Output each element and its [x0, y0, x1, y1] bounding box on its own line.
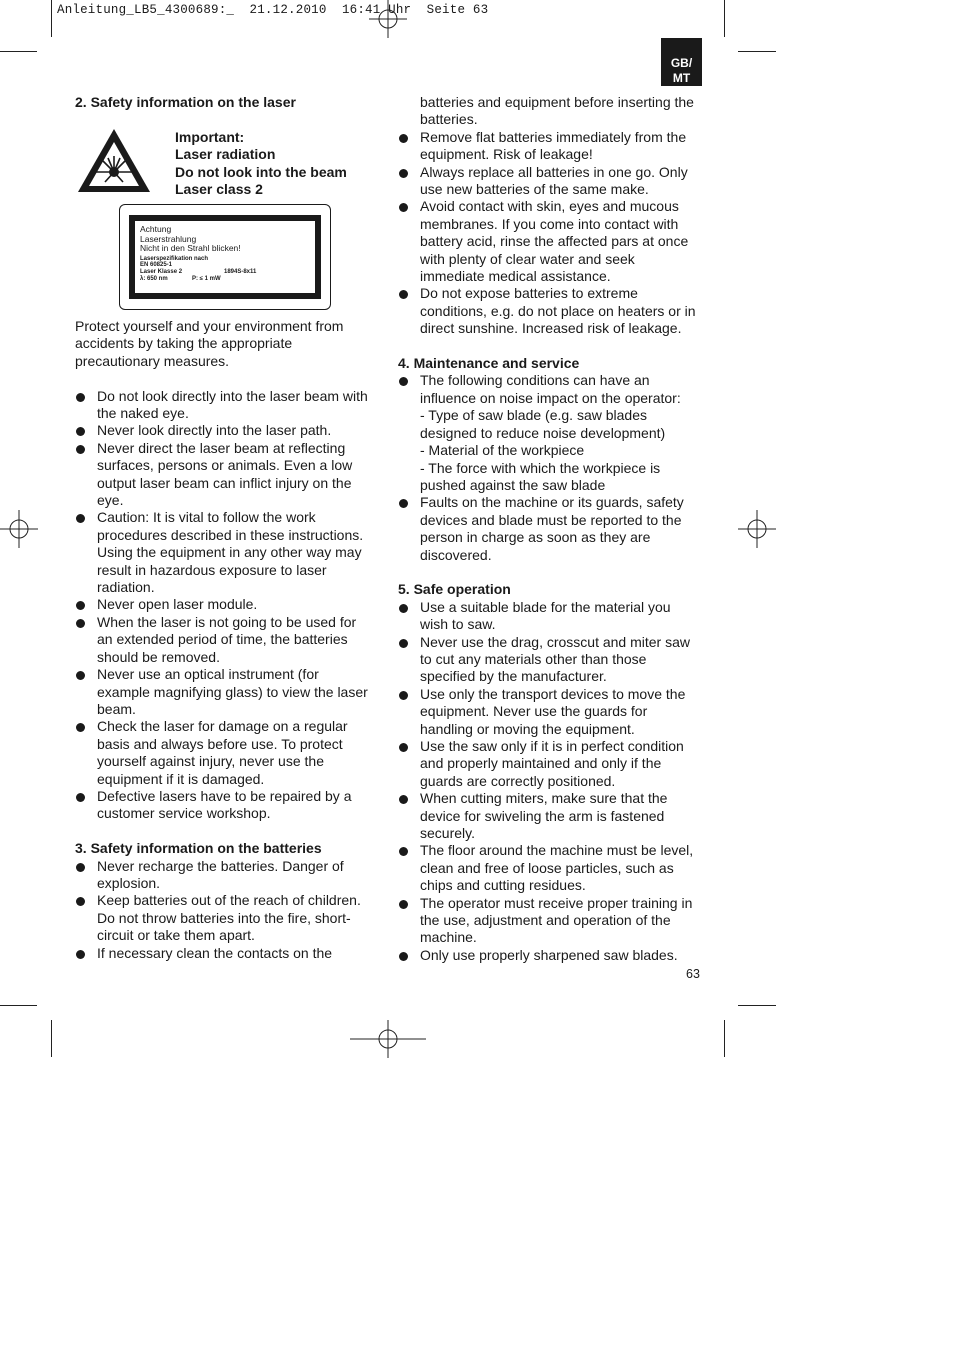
list-item-line: explosion. [97, 874, 161, 891]
label-spec: EN 60825-1 [140, 262, 173, 269]
laser-warning-icon [75, 126, 153, 196]
list-item [398, 947, 708, 964]
list-item-line: procedures described in these instructions. [97, 526, 364, 543]
list-item-line: devices and blade must be reported to the [420, 511, 682, 528]
list-item-line: When the laser is not going to be used for [97, 613, 357, 630]
section-title: 3. Safety information on the batteries [75, 840, 322, 857]
list-item-line: the use, adjustment and operation of the [420, 912, 671, 929]
list-item-line: Never use an optical instrument (for [97, 666, 319, 683]
list-item-line: designed to reduce noise development) [420, 424, 666, 441]
list-item-line: Never recharge the batteries. Danger of [97, 857, 344, 874]
registration-mark-icon [738, 510, 776, 548]
list-item-line: membranes. If you come into contact with [420, 215, 679, 232]
crop-mark [724, 1020, 725, 1057]
list-item-line: Never direct the laser beam at reflecting [97, 439, 346, 456]
list-item-line: influence on noise impact on the operator: [420, 389, 681, 406]
list-item [398, 842, 708, 894]
list-item-line: conditions, e.g. do not place on heaters or in [420, 302, 696, 319]
list-item [398, 494, 708, 564]
list-item-line: beam. [97, 700, 136, 717]
list-item-line: Use a suitable blade for the material you [420, 598, 671, 615]
list-item-line: pushed against the saw blade [420, 476, 606, 493]
label-text: Laserstrahlung [140, 233, 197, 244]
list-item-line: surfaces, persons or animals. Even a low [97, 457, 353, 474]
safe-operation-list [398, 599, 708, 965]
list-item [75, 718, 375, 788]
important-heading: Important: [175, 129, 245, 145]
list-item-line: Always replace all batteries in one go. Only [420, 163, 688, 180]
label-power: P: ≤ 1 mW [192, 275, 221, 282]
battery-safety-list [75, 858, 375, 962]
registration-mark-icon [350, 1020, 426, 1058]
language-tab-line2: MT [672, 71, 691, 85]
list-item-line: use new batteries of the same make. [420, 181, 649, 198]
list-item-line: person in charge as soon as they are [420, 529, 651, 546]
list-item-line: battery acid, rinse the affected pars at once [420, 233, 689, 250]
list-item [398, 634, 708, 686]
list-item [75, 596, 375, 613]
label-code: 1894S-8x11 [224, 269, 257, 276]
list-item-line: batteries and equipment before inserting the [420, 94, 694, 110]
list-item-line: output laser beam can inflict injury on the [97, 474, 352, 491]
list-item [398, 198, 708, 285]
list-item-line: radiation. [97, 579, 155, 596]
list-item-line: - Type of saw blade (e.g. saw blades [420, 407, 647, 424]
crop-mark [51, 1020, 52, 1057]
crop-mark [51, 0, 52, 37]
list-item [398, 790, 708, 842]
laser-safety-list [75, 388, 375, 823]
list-item-line: Only use properly sharpened saw blades. [420, 946, 678, 963]
list-item-line: and properly maintained and only if the [420, 755, 662, 772]
list-item-line: The following conditions can have an [420, 372, 650, 389]
list-item-line: Remove flat batteries immediately from the [420, 128, 687, 145]
list-item-line: Do not throw batteries into the fire, short- [97, 909, 351, 926]
list-item [398, 599, 708, 634]
list-item-line: Defective lasers have to be repaired by a [97, 787, 352, 804]
list-item [398, 94, 708, 129]
list-item-line: Caution: It is vital to follow the work [97, 509, 316, 526]
list-item-line: Never open laser module. [97, 596, 258, 613]
list-item-line: direct sunshine. Increased risk of leakage. [420, 320, 682, 337]
right-column [398, 94, 708, 964]
language-tab [661, 38, 702, 86]
intro-line: precautionary measures. [75, 352, 230, 369]
list-item-line: the naked eye. [97, 405, 189, 422]
list-item-line: - The force with which the workpiece is [420, 459, 661, 476]
left-column [75, 318, 375, 962]
list-item-line: device for swiveling the arm is fastened [420, 807, 665, 824]
list-item [75, 440, 375, 510]
print-header: Anleitung_LB5_4300689:_ 21.12.2010 16:41 Uhr Seite 63 [57, 3, 489, 17]
list-item [75, 892, 375, 944]
section-title: 2. Safety information on the laser [75, 94, 296, 110]
crop-mark [724, 0, 725, 37]
list-item-line: machine. [420, 929, 477, 946]
page-number: 63 [686, 967, 700, 981]
list-item-line: example magnifying glass) to view the laser [97, 683, 368, 700]
list-item [398, 129, 708, 164]
list-item-line: an extended period of time, the batteries [97, 631, 348, 648]
list-item-line: result in hazardous exposure to laser [97, 561, 327, 578]
important-line: Laser class 2 [175, 181, 263, 198]
list-item-line: wish to saw. [420, 616, 496, 633]
list-item-line: discovered. [420, 546, 492, 563]
list-item [75, 858, 375, 893]
registration-mark-icon [369, 0, 407, 38]
list-item [75, 666, 375, 718]
list-item [398, 686, 708, 738]
list-item-line: chips and cutting residues. [420, 877, 586, 894]
list-item-line: specified by the manufacturer. [420, 668, 607, 685]
list-item [398, 372, 708, 494]
list-item-line: - Material of the workpiece [420, 442, 585, 459]
label-text: Achtung [140, 224, 172, 234]
list-item [398, 738, 708, 790]
list-item-line: Using the equipment in any other way may [97, 544, 362, 561]
list-item-line: Keep batteries out of the reach of children. [97, 892, 361, 909]
crop-mark [0, 51, 37, 52]
list-item-line: Never look directly into the laser path. [97, 422, 332, 439]
laser-warning-label [119, 204, 331, 310]
list-item-line: Avoid contact with skin, eyes and mucous [420, 198, 679, 215]
list-item-line: guards are correctly positioned. [420, 772, 616, 789]
list-item [75, 509, 375, 596]
list-item-line: with plenty of clear water and seek [420, 250, 635, 267]
label-spec: Laserspezifikation nach [140, 255, 209, 262]
list-item-line: customer service workshop. [97, 805, 271, 822]
list-item-line: When cutting miters, make sure that the [420, 790, 668, 807]
list-item-line: Faults on the machine or its guards, safety [420, 494, 684, 511]
list-item-line: clean and free of loose particles, such as [420, 859, 674, 876]
label-class: Laser Klasse 2 [140, 269, 183, 276]
list-item-line: eye. [97, 492, 124, 509]
list-item-line: The operator must receive proper training in [420, 894, 693, 911]
important-line: Do not look into the beam [175, 163, 347, 180]
list-item-line: yourself against injury, never use the [97, 753, 324, 770]
list-item [398, 285, 708, 337]
list-item-line: equipment. Never use the guards for [420, 703, 648, 720]
list-item [75, 422, 375, 439]
list-item-line: equipment if it is damaged. [97, 770, 265, 787]
list-item-line: immediate medical assistance. [420, 268, 611, 285]
list-item [398, 164, 708, 199]
list-item-line: Do not look directly into the laser beam with [97, 387, 368, 404]
list-item [75, 614, 375, 666]
maintenance-list [398, 372, 708, 563]
list-item-line: equipment. Risk of leakage! [420, 146, 593, 163]
crop-mark [738, 1005, 776, 1006]
important-notice [175, 129, 347, 199]
list-item-line: should be removed. [97, 648, 220, 665]
list-item-line: Use the saw only if it is in perfect condition [420, 738, 684, 754]
list-item-line: circuit or take them apart. [97, 927, 255, 944]
list-item [75, 945, 375, 962]
label-wavelength: λ: 650 nm [140, 275, 168, 282]
battery-safety-list [398, 129, 708, 338]
important-line: Laser radiation [175, 146, 276, 163]
section-title: 4. Maintenance and service [398, 355, 580, 372]
list-item [75, 388, 375, 423]
list-item-line: securely. [420, 825, 475, 842]
list-item-line: If necessary clean the contacts on the [97, 944, 333, 961]
list-item-line: Check the laser for damage on a regular [97, 718, 348, 735]
language-tab-line1: GB/ [670, 56, 693, 70]
label-text: Nicht in den Strahl blicken! [140, 243, 241, 253]
registration-mark-icon [0, 510, 38, 548]
list-item-line: to cut any materials other than those [420, 650, 647, 667]
crop-mark [0, 1005, 37, 1006]
section-title: 5. Safe operation [398, 581, 511, 598]
list-item [75, 788, 375, 823]
list-item-line: The floor around the machine must be level, [420, 842, 694, 859]
list-item-line: Use only the transport devices to move the [420, 685, 686, 702]
crop-mark [738, 51, 776, 52]
list-item-line: Do not expose batteries to extreme [420, 285, 638, 302]
intro-line: Protect yourself and your environment from [75, 318, 344, 334]
intro-line: accidents by taking the appropriate [75, 335, 293, 352]
list-item-line: Never use the drag, crosscut and miter saw [420, 633, 691, 650]
list-item [398, 895, 708, 947]
list-item-line: basis and always before use. To protect [97, 735, 343, 752]
list-item-line: handling or moving the equipment. [420, 720, 635, 737]
list-item-line: batteries. [420, 111, 478, 128]
